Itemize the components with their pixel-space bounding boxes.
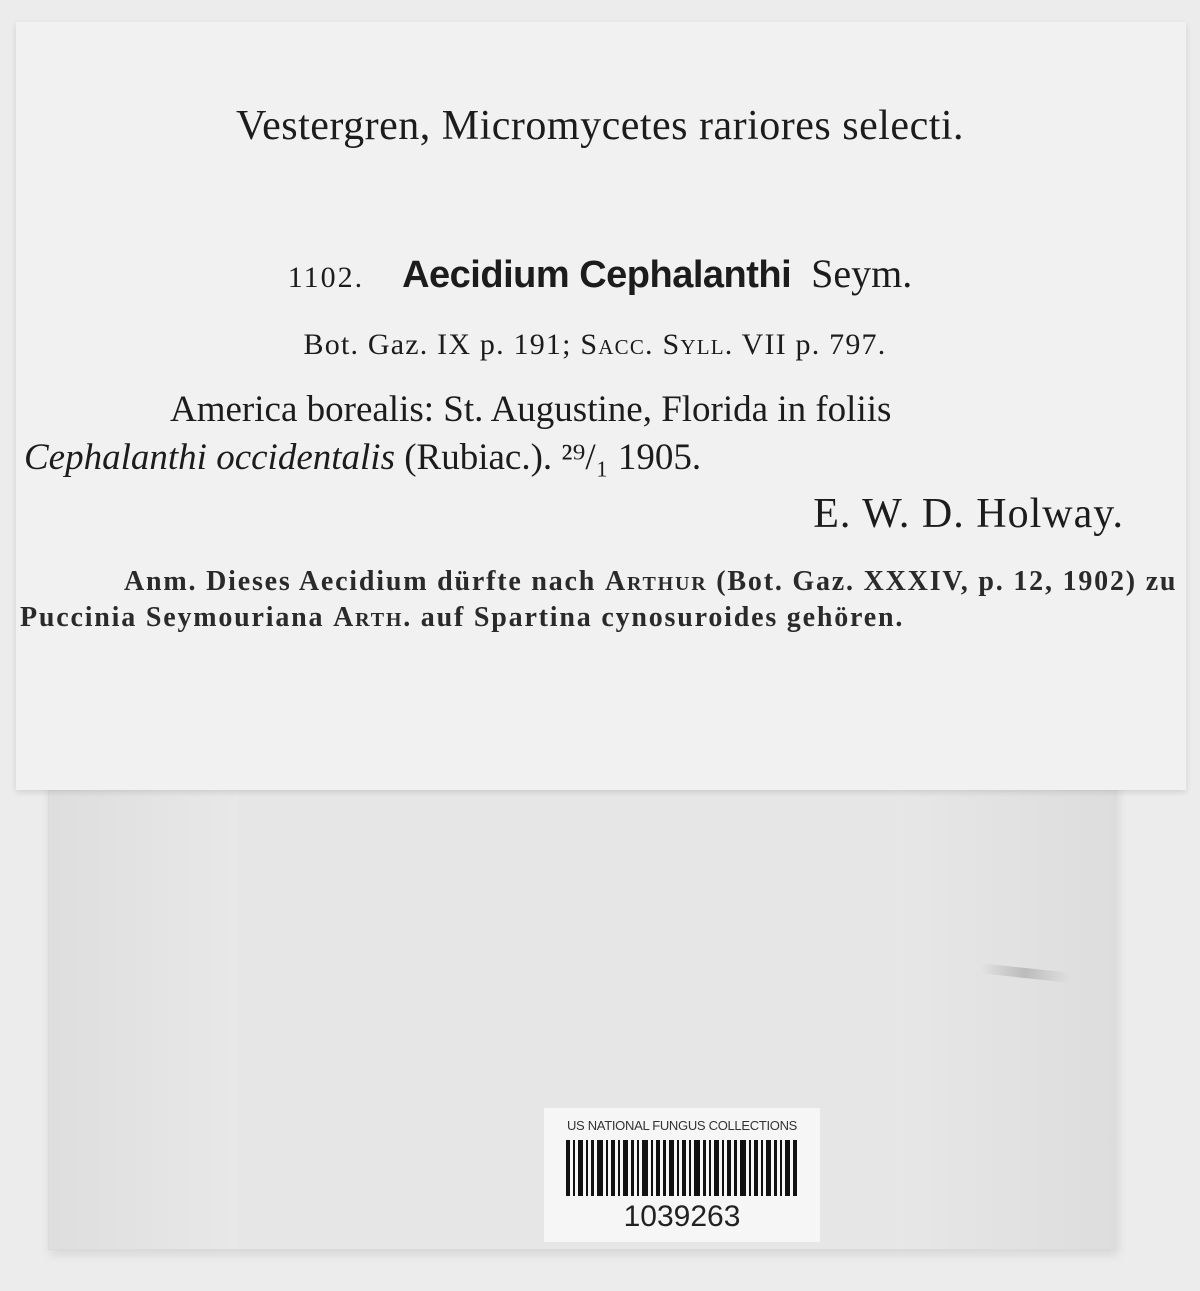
envelope-left-fold	[49, 781, 239, 1249]
reference-sacc: Sacc. Syll.	[580, 328, 734, 361]
annotation-note	[20, 564, 1180, 636]
note-arthur: Arthur	[604, 566, 708, 597]
barcode-bars	[566, 1140, 798, 1196]
exsiccata-number: 1102.	[287, 261, 365, 294]
locality-text	[24, 386, 1139, 482]
collector-name: E. W. D. Holway.	[813, 491, 1124, 537]
host-name: Cephalanthi occidentalis	[24, 437, 395, 478]
envelope-right-fold	[895, 781, 1115, 1249]
literature-reference	[0, 328, 1190, 362]
series-title: Vestergren, Micromycetes rariores selecti.	[235, 103, 965, 149]
reference-syll: VII p. 797.	[733, 328, 887, 361]
barcode-collection: US NATIONAL FUNGUS COLLECTIONS	[566, 1118, 798, 1133]
note-part-2: (Bot. Gaz. XXXIV, p. 12, 1902) zu Puccinia Seymouriana	[20, 566, 1178, 633]
species-line	[0, 250, 1200, 297]
locality-date: (Rubiac.). ²⁹/₁ 1905.	[394, 437, 702, 478]
barcode-number: 1039263	[623, 1200, 741, 1233]
reference-bot-gaz: Bot. Gaz. IX p. 191;	[303, 328, 581, 361]
species-author: Seym.	[811, 251, 913, 296]
species-name: Aecidium Cephalanthi	[402, 254, 792, 296]
locality-line: America borealis: St. Augustine, Florida in foliis	[170, 389, 892, 430]
note-part-1: Anm. Dieses Aecidium dürfte nach	[124, 566, 605, 597]
barcode-label	[544, 1108, 820, 1242]
note-part-3: auf Spartina cynosuroides gehören.	[412, 602, 905, 633]
note-arth: Arth.	[333, 602, 412, 633]
